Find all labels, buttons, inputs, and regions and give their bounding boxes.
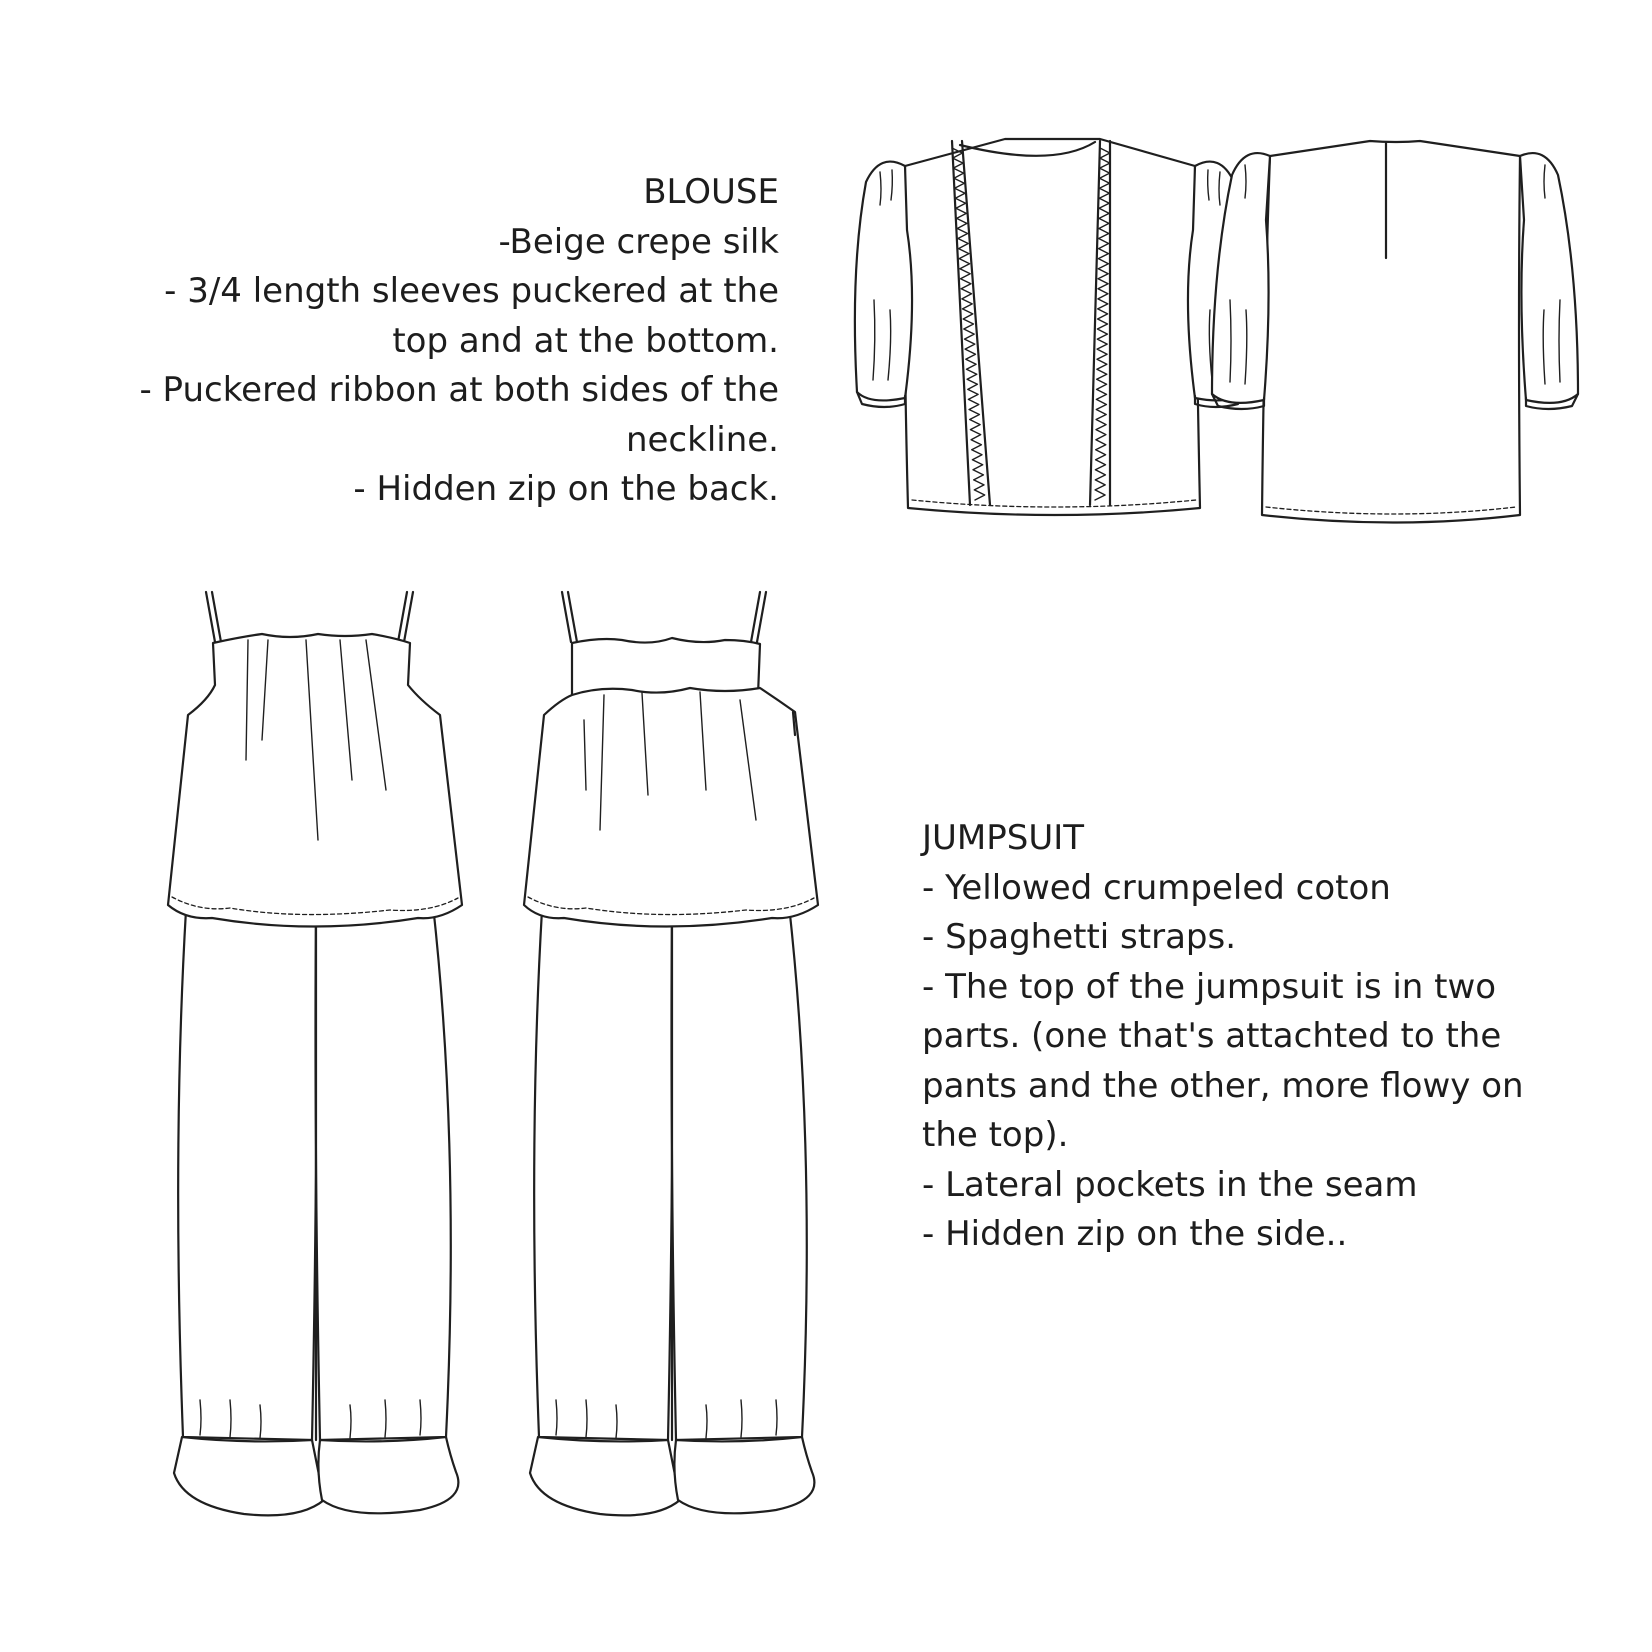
blouse-line: - 3/4 length sleeves puckered at the <box>164 271 779 311</box>
jumpsuit-line: - Spaghetti straps. <box>922 917 1237 957</box>
jumpsuit-line: - The top of the jumpsuit is in two <box>922 966 1497 1007</box>
blouse-line: top and at the bottom. <box>392 320 779 361</box>
jumpsuit-line: parts. (one that's attachted to the <box>922 1016 1502 1056</box>
blouse-line: - Puckered ribbon at both sides of the <box>139 370 779 410</box>
jumpsuit-title: JUMPSUIT <box>922 818 1085 858</box>
jumpsuit-line: the top). <box>922 1115 1069 1155</box>
jumpsuit-line: pants and the other, more flowy on <box>922 1065 1524 1106</box>
jumpsuit-front-sketch <box>168 592 462 1515</box>
blouse-front-sketch <box>855 139 1245 515</box>
jumpsuit-line: - Lateral pockets in the seam <box>922 1164 1418 1205</box>
blouse-title: BLOUSE <box>643 172 779 212</box>
blouse-line: neckline. <box>625 419 779 460</box>
blouse-back-sketch <box>1212 141 1578 523</box>
blouse-line: - Hidden zip on the back. <box>353 469 779 509</box>
jumpsuit-line: - Yellowed crumpeled coton <box>922 867 1391 908</box>
blouse-line: -Beige crepe silk <box>498 221 779 262</box>
jumpsuit-back-sketch <box>524 592 818 1515</box>
jumpsuit-line: - Hidden zip on the side.. <box>922 1214 1348 1254</box>
